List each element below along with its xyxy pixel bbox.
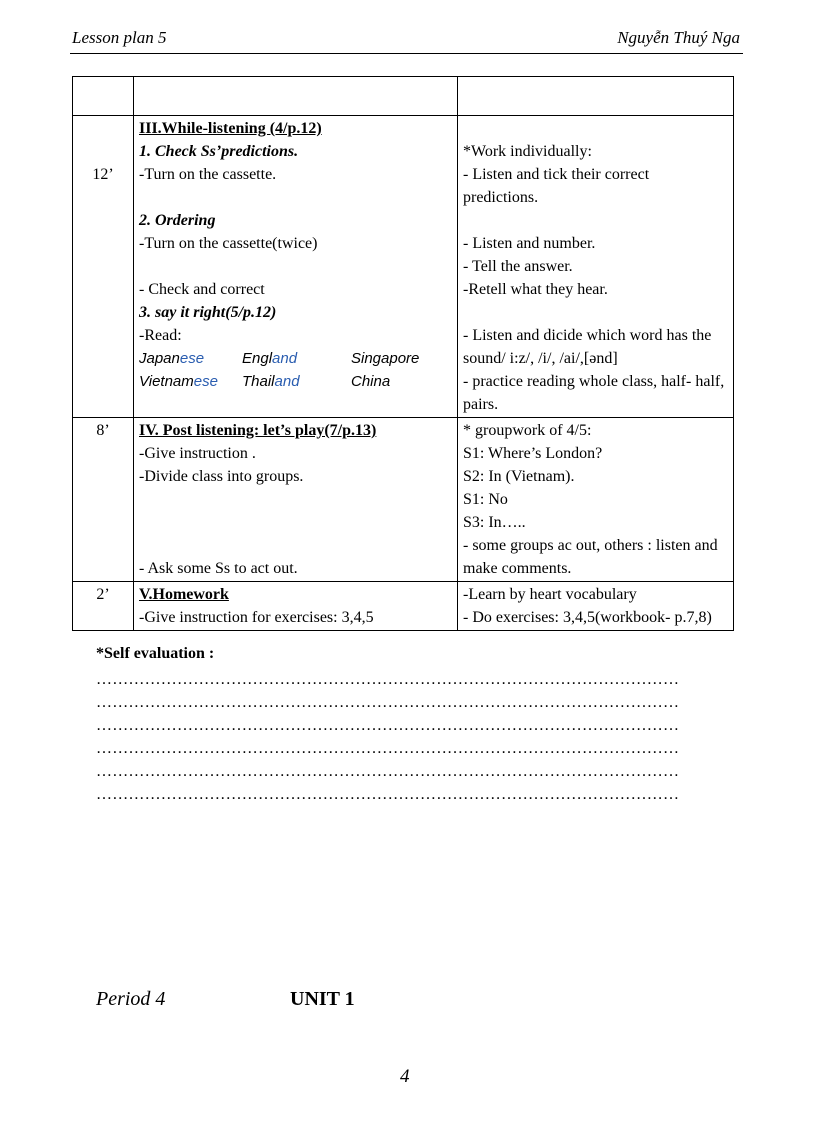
teacher-activities-cell xyxy=(134,116,458,418)
table-row-while-listening xyxy=(73,116,734,418)
unit-label: UNIT 1 xyxy=(290,988,355,1010)
section-title: V.Homework xyxy=(139,586,229,603)
empty-cell xyxy=(73,77,134,116)
time-cell: 8’ xyxy=(73,418,134,582)
activity-line: *Work individually: xyxy=(463,143,592,160)
period-label: Period 4 xyxy=(96,988,166,1010)
header-lesson-plan: Lesson plan 5 xyxy=(72,28,167,47)
header-author: Nguyễn Thuý Nga xyxy=(617,28,740,47)
activity-line: - Listen and number. xyxy=(463,235,596,252)
teacher-activities-cell xyxy=(134,418,458,582)
activity-line: - Ask some Ss to act out. xyxy=(139,560,298,577)
student-activities-cell xyxy=(458,116,734,418)
activity-line: -Read: xyxy=(139,327,182,344)
evaluation-dotted-line: ……………………………………………………………………………………………… xyxy=(96,763,680,780)
evaluation-dotted-line: ……………………………………………………………………………………………… xyxy=(96,694,680,711)
evaluation-dotted-line: ……………………………………………………………………………………………… xyxy=(96,671,680,688)
activity-line: - Do exercises: 3,4,5(workbook- p.7,8) xyxy=(463,609,712,626)
activity-line: S2: In (Vietnam). xyxy=(463,468,575,485)
word-row xyxy=(139,347,452,370)
activity-line: - Check and correct xyxy=(139,281,265,298)
word-row xyxy=(139,370,452,393)
section-title: III.While-listening (4/p.12) xyxy=(139,120,322,137)
activity-line: S1: Where’s London? xyxy=(463,445,603,462)
activity-line: -Turn on the cassette. xyxy=(139,166,277,183)
time-cell: 2’ xyxy=(73,582,134,631)
word-thailand: Thailand xyxy=(242,373,300,390)
activity-line: S1: No xyxy=(463,491,508,508)
activity-line: - Listen and dicide which word has the sound/ i:z/, /i/, /ai/,[ənd] xyxy=(463,327,712,367)
word-china: China xyxy=(351,373,391,390)
student-activities-cell xyxy=(458,582,734,631)
activity-line: -Retell what they hear. xyxy=(463,281,608,298)
activity-line: S3: In….. xyxy=(463,514,526,531)
activity-line: -Divide class into groups. xyxy=(139,468,304,485)
empty-cell xyxy=(458,77,734,116)
activity-line: * groupwork of 4/5: xyxy=(463,422,592,439)
word-england: England xyxy=(242,350,298,367)
student-activities-cell xyxy=(458,418,734,582)
teacher-activities-cell xyxy=(134,582,458,631)
word-vietnamese: Vietnamese xyxy=(139,373,218,390)
evaluation-dotted-line: ……………………………………………………………………………………………… xyxy=(96,786,680,803)
table-row-homework xyxy=(73,582,734,631)
evaluation-dotted-line: ……………………………………………………………………………………………… xyxy=(96,717,680,734)
subsection-title: 1. Check Ss’predictions. xyxy=(139,143,299,160)
header-rule xyxy=(70,53,743,54)
activity-line: - some groups ac out, others : listen and make comments. xyxy=(463,537,718,577)
activity-line: - Listen and tick their correct predictions. xyxy=(463,166,650,206)
word-japanese: Japanese xyxy=(139,350,205,367)
activity-line: -Give instruction . xyxy=(139,445,256,462)
evaluation-dotted-line: ……………………………………………………………………………………………… xyxy=(96,740,680,757)
time-cell: 12’ xyxy=(73,116,134,418)
activity-line: -Give instruction for exercises: 3,4,5 xyxy=(139,609,374,626)
activity-line: -Learn by heart vocabulary xyxy=(463,586,637,603)
subsection-title: 3. say it right(5/p.12) xyxy=(139,304,277,321)
table-row-empty xyxy=(73,77,734,116)
page-number: 4 xyxy=(400,1066,410,1087)
empty-cell xyxy=(134,77,458,116)
word-singapore: Singapore xyxy=(351,350,420,367)
activity-line: - practice reading whole class, half- half, pairs. xyxy=(463,373,725,413)
activity-line: -Turn on the cassette(twice) xyxy=(139,235,318,252)
self-evaluation-label: *Self evaluation : xyxy=(96,645,215,662)
section-title: IV. Post listening: let’s play(7/p.13) xyxy=(139,422,377,439)
subsection-title: 2. Ordering xyxy=(139,212,216,229)
activity-line: - Tell the answer. xyxy=(463,258,573,275)
lesson-table xyxy=(72,76,734,631)
table-row-post-listening xyxy=(73,418,734,582)
